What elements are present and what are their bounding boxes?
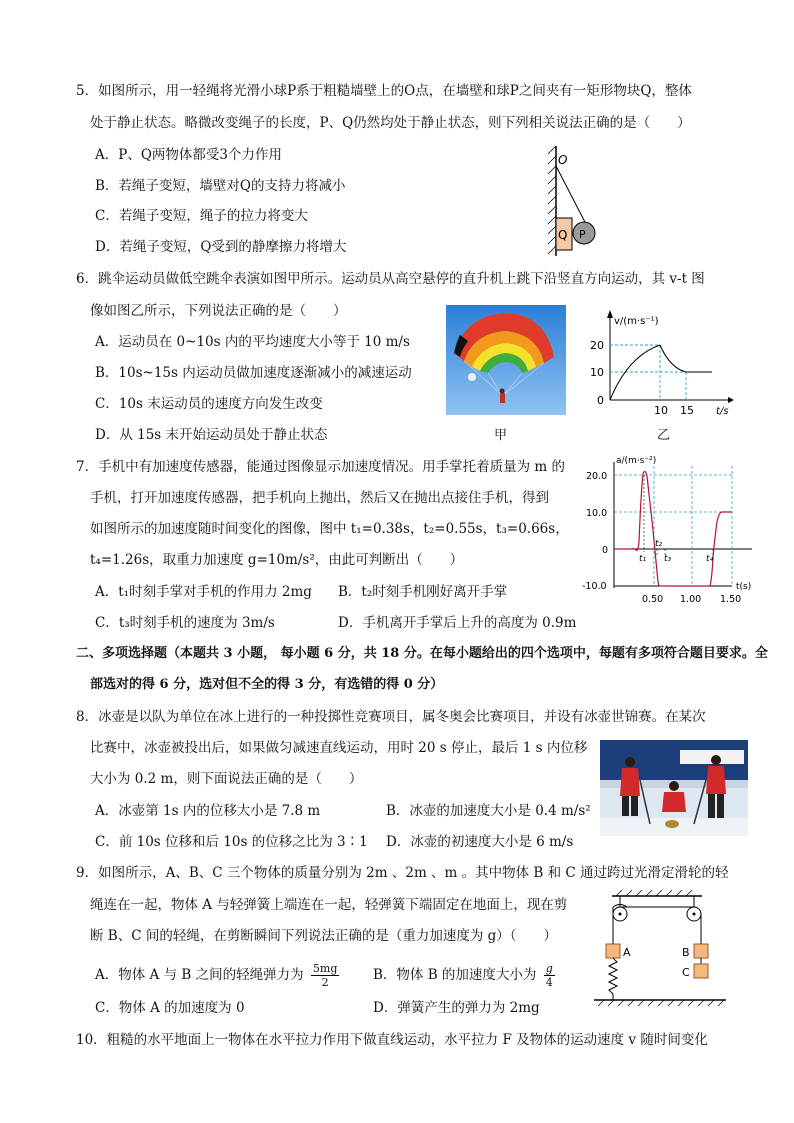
q9-option-b-text: B．物体 B 的加速度大小为 <box>373 967 537 983</box>
q9-option-a-denominator: 2 <box>321 976 329 989</box>
q5-option-d: D．若绳子变短，Q受到的静摩擦力将增大 <box>95 239 347 255</box>
q8-option-c: C．前 10s 位移和后 10s 的位移之比为 3∶1 <box>95 834 368 850</box>
q5-stem-line1: 5．如图所示，用一轻绳将光滑小球P系于粗糙墙壁上的O点，在墙壁和球P之间夹有一矩形物块Q，整体 <box>76 83 692 99</box>
q9-option-c: C．物体 A 的加速度为 0 <box>95 1000 245 1016</box>
q7-option-c: C．t₃时刻手机的速度为 3m/s <box>95 615 275 631</box>
q7-graph-t4: t₄ <box>706 554 714 564</box>
q9-option-a-fraction <box>311 962 339 989</box>
q7-graph-xlabel: t(s) <box>736 582 752 592</box>
section2-heading-line2: 部选对的得 6 分，选对但不全的得 3 分，有选错的得 0 分） <box>90 677 444 692</box>
q6-graph-xtick-10: 10 <box>654 404 668 417</box>
q5-option-a: A．P、Q两物体都受3个力作用 <box>95 147 282 163</box>
q6-option-b: B．10s~15s 内运动员做加速度逐渐减小的减速运动 <box>95 365 412 381</box>
q6-stem-line1: 6．跳伞运动员做低空跳伞表演如图甲所示。运动员从高空悬停的直升机上跳下沿竖直方向运动，其 v-t 图 <box>76 271 705 287</box>
q8-curling-photo <box>600 740 748 836</box>
q9-option-a-numerator: 5mg <box>312 962 338 975</box>
q9-stem-line3: 断 B、C 间的轻绳，在剪断瞬间下列说法正确的是（重力加速度为 g）（ ） <box>90 928 558 944</box>
q7-option-d: D．手机离开手掌后上升的高度为 0.9m <box>338 615 577 631</box>
q7-acceleration-graph <box>582 452 762 608</box>
q5-label-o: O <box>558 153 568 167</box>
q6-graph-ylabel: v/(m·s⁻¹) <box>614 316 659 327</box>
q9-option-b-fraction <box>544 962 555 989</box>
q6-graph-xlabel: t/s <box>716 406 729 417</box>
q6-graph-ytick-20: 20 <box>590 339 604 352</box>
q6-graph-ytick-0: 0 <box>597 394 604 407</box>
q9-option-b-denominator: 4 <box>545 976 553 989</box>
q7-graph-ytick-20: 20.0 <box>586 471 608 482</box>
q5-label-p: P <box>579 228 586 241</box>
q9-stem-line2: 绳连在一起，物体 A 与轻弹簧上端连在一起，轻弹簧下端固定在地面上，现在剪 <box>90 897 568 913</box>
q7-graph-ytick-10: 10.0 <box>586 508 608 519</box>
q7-option-a: A．t₁时刻手掌对手机的作用力 2mg <box>95 584 312 600</box>
q6-stem-line2: 像如图乙所示，下列说法正确的是（ ） <box>90 303 347 319</box>
q8-option-d: D．冰壶的初速度大小是 6 m/s <box>386 834 574 850</box>
q9-option-b <box>373 962 555 989</box>
q7-graph-ylabel: a/(m·s⁻²) <box>616 456 657 466</box>
q9-option-a-text: A．物体 A 与 B 之间的轻绳弹力为 <box>95 967 304 983</box>
q6-graph-xtick-15: 15 <box>680 404 694 417</box>
q6-caption-yi: 乙 <box>657 428 671 443</box>
q5-stem-line2: 处于静止状态。略微改变绳子的长度，P、Q仍然均处于静止状态，则下列相关说法正确的是（ ） <box>90 115 691 131</box>
q9-label-c: C <box>682 966 690 979</box>
q7-graph-ytick-neg10: -10.0 <box>582 581 607 592</box>
q7-graph-xtick-050: 0.50 <box>642 594 664 605</box>
q8-option-a: A．冰壶第 1s 内的位移大小是 7.8 m <box>95 803 321 819</box>
q5-wall-ball-figure <box>538 142 608 260</box>
q6-vt-graph <box>588 308 738 418</box>
q9-pulley-figure <box>590 890 730 1010</box>
q7-graph-ytick-0: 0 <box>602 545 609 556</box>
q6-option-d: D．从 15s 末开始运动员处于静止状态 <box>95 427 328 443</box>
q9-option-a <box>95 962 339 989</box>
q7-option-b: B．t₂时刻手机刚好离开手掌 <box>338 584 508 600</box>
q9-option-b-numerator: g <box>545 962 553 975</box>
q9-label-b: B <box>682 946 690 959</box>
q6-option-a: A．运动员在 0~10s 内的平均速度大小等于 10 m/s <box>95 334 410 350</box>
q7-graph-t3: t₃ <box>664 554 672 564</box>
q8-option-b: B．冰壶的加速度大小是 0.4 m/s² <box>386 803 591 819</box>
q7-stem-line3: 如图所示的加速度随时间变化的图像，图中 t₁=0.38s，t₂=0.55s，t₃=0.66s， <box>90 521 569 537</box>
q5-label-q: Q <box>558 228 568 242</box>
q7-stem-line4: t₄=1.26s，取重力加速度 g=10m/s²，由此可判断出（ ） <box>90 552 464 568</box>
q7-graph-t2: t₂ <box>655 539 663 549</box>
q5-option-b: B．若绳子变短，墙壁对Q的支持力将减小 <box>95 178 346 194</box>
q9-stem-line1: 9．如图所示，A、B、C 三个物体的质量分别为 2m 、2m 、m 。其中物体 B 和 C 通过跨过光滑定滑轮的轻 <box>76 865 729 881</box>
section2-heading-line1: 二、多项选择题（本题共 3 小题， 每小题 6 分，共 18 分。在每小题给出的四个选项中，每题有多项符合题目要求。全 <box>76 646 768 661</box>
q7-graph-t1: t₁ <box>639 554 647 564</box>
q8-stem-line1: 8．冰壶是以队为单位在冰上进行的一种投掷性竞赛项目，属冬奥会比赛项目，并设有冰壶世锦赛。在某次 <box>76 709 706 725</box>
q7-stem-line1: 7．手机中有加速度传感器，能通过图像显示加速度情况。用手掌托着质量为 m 的 <box>76 459 565 475</box>
q8-stem-line2: 比赛中，冰壶被投出后，如果做匀减速直线运动，用时 20 s 停止，最后 1 s 内位移 <box>90 740 588 756</box>
q6-parachute-photo <box>446 305 566 415</box>
q7-stem-line2: 手机，打开加速度传感器，把手机向上抛出，然后又在抛出点接住手机，得到 <box>90 490 549 506</box>
q7-graph-xtick-150: 1.50 <box>720 594 742 605</box>
q6-option-c: C．10s 末运动员的速度方向发生改变 <box>95 396 323 412</box>
q6-graph-ytick-10: 10 <box>590 366 604 379</box>
q6-caption-jia: 甲 <box>494 428 508 443</box>
q10-stem-line1: 10．粗糙的水平地面上一物体在水平拉力作用下做直线运动，水平拉力 F 及物体的运动速度 v 随时间变化 <box>76 1032 708 1048</box>
q9-label-a: A <box>623 946 631 959</box>
q7-graph-xtick-100: 1.00 <box>680 594 702 605</box>
q9-option-d: D．弹簧产生的弹力为 2mg <box>373 1000 540 1016</box>
q8-stem-line3: 大小为 0.2 m，则下面说法正确的是（ ） <box>90 771 363 787</box>
q5-option-c: C．若绳子变短，绳子的拉力将变大 <box>95 208 308 224</box>
